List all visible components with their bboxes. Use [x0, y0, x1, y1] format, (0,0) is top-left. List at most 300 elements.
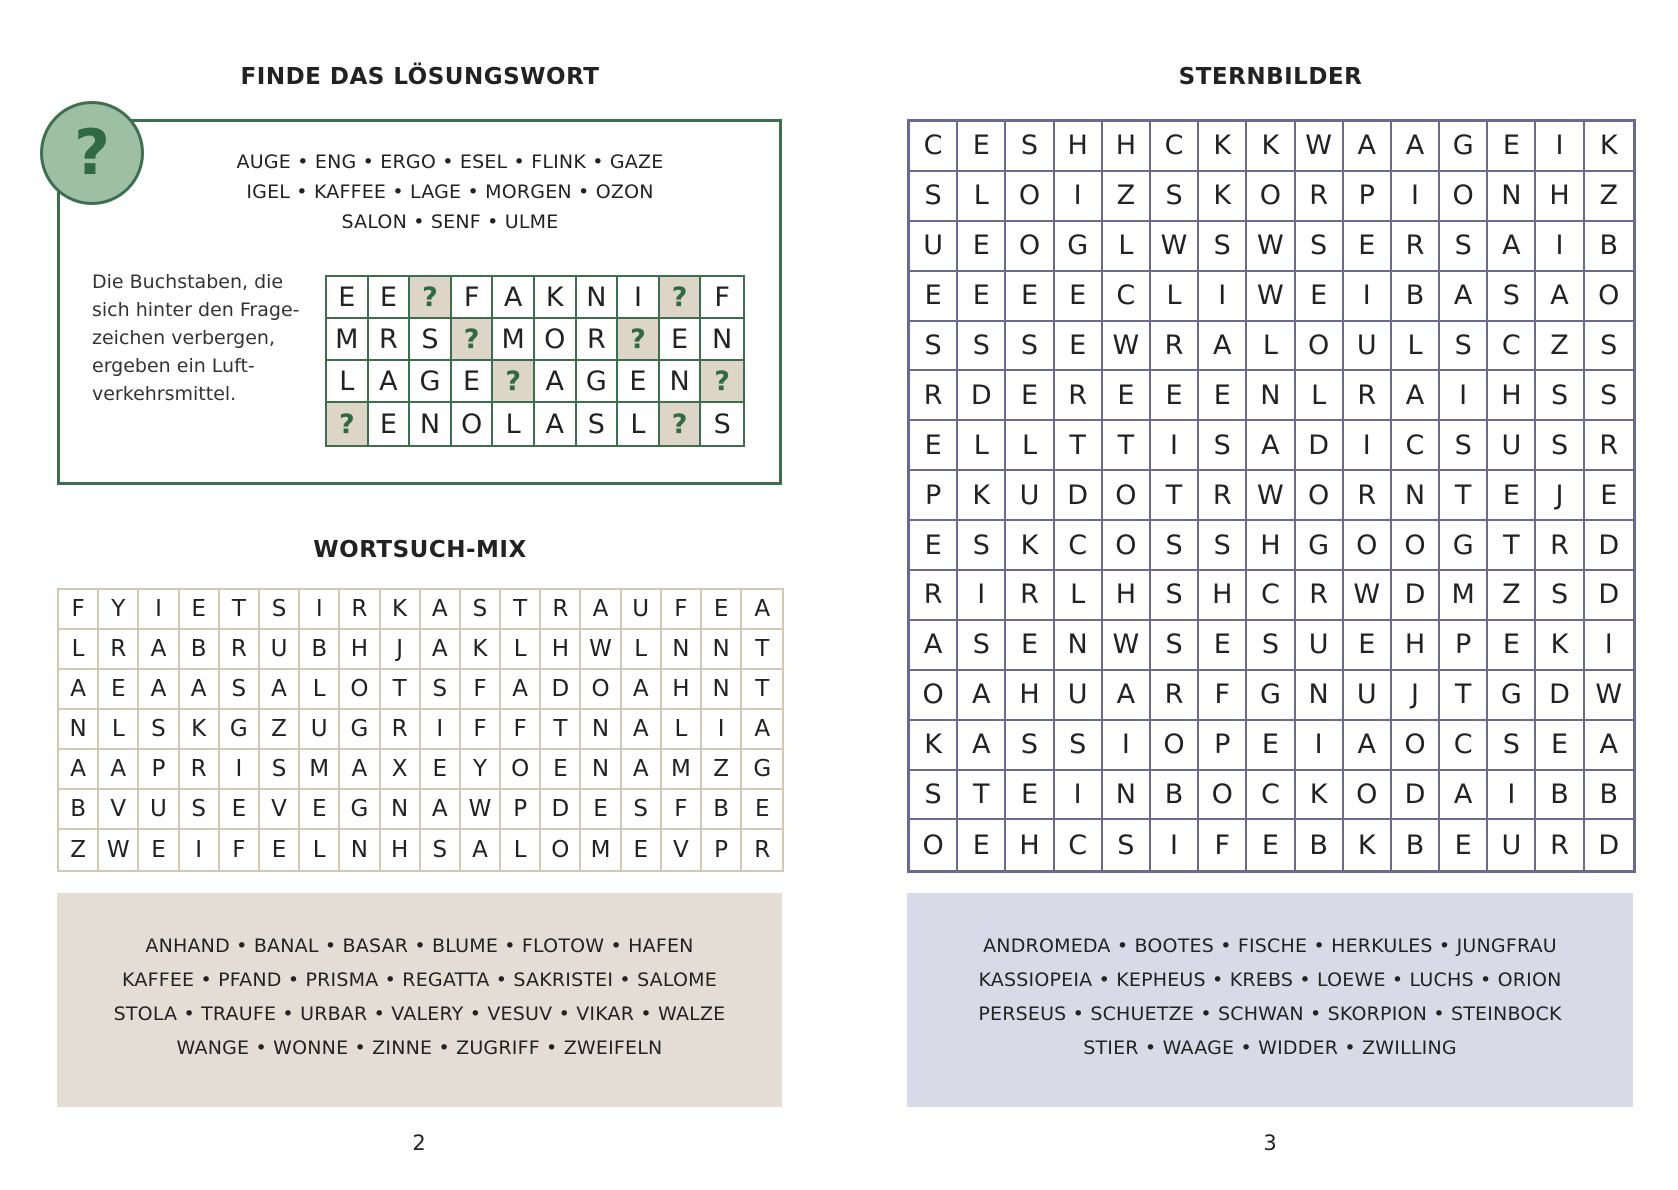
grid-cell: P: [1440, 621, 1488, 671]
grid-cell: S: [958, 521, 1006, 571]
grid-cell: O: [1247, 172, 1295, 222]
puzzle2-title: WORTSUCH-MIX: [313, 537, 527, 563]
grid-cell: I: [702, 710, 742, 750]
grid-cell: E: [1296, 272, 1344, 322]
grid-cell: R: [99, 630, 139, 670]
grid-cell: L: [622, 630, 662, 670]
grid-cell: S: [1536, 371, 1584, 421]
grid-cell: E: [260, 830, 300, 870]
grid-cell: O: [1440, 172, 1488, 222]
grid-cell: S: [139, 710, 179, 750]
puzzle2-word-list: [57, 929, 782, 1065]
grid-cell: R: [1344, 471, 1392, 521]
grid-cell: I: [618, 277, 660, 319]
grid-cell: L: [493, 403, 535, 445]
grid-cell: E: [369, 277, 411, 319]
grid-cell: P: [501, 790, 541, 830]
grid-cell: B: [702, 790, 742, 830]
grid-cell: W: [1103, 621, 1151, 671]
grid-cell: W: [1151, 222, 1199, 272]
grid-cell: F: [220, 830, 260, 870]
grid-cell: V: [260, 790, 300, 830]
grid-cell: I: [958, 571, 1006, 621]
grid-cell: O: [501, 750, 541, 790]
grid-cell: H: [1006, 671, 1054, 721]
grid-cell: I: [1296, 721, 1344, 771]
grid-cell: O: [1344, 771, 1392, 821]
grid-cell: L: [1006, 421, 1054, 471]
grid-cell: A: [1199, 322, 1247, 372]
word-line: ANHAND • BANAL • BASAR • BLUME • FLOTOW • HAFEN: [145, 935, 694, 957]
grid-cell: H: [662, 670, 702, 710]
grid-cell: N: [660, 361, 702, 403]
grid-cell: A: [581, 590, 621, 630]
grid-cell: O: [910, 671, 958, 721]
grid-cell: Z: [260, 710, 300, 750]
grid-cell: Z: [1488, 571, 1536, 621]
grid-cell: R: [1006, 571, 1054, 621]
grid-cell: E: [1247, 721, 1295, 771]
grid-cell: E: [1151, 371, 1199, 421]
grid-cell: E: [702, 590, 742, 630]
grid-cell: E: [1247, 820, 1295, 870]
grid-cell: I: [1585, 621, 1633, 671]
word-line: SALON • SENF • ULME: [341, 211, 559, 233]
grid-cell: B: [1151, 771, 1199, 821]
grid-cell: H: [1103, 122, 1151, 172]
grid-cell: S: [910, 771, 958, 821]
grid-cell: L: [958, 421, 1006, 471]
question-mark-badge-icon: [40, 101, 144, 205]
grid-cell: A: [421, 630, 461, 670]
grid-cell: E: [300, 790, 340, 830]
grid-cell: E: [581, 790, 621, 830]
grid-cell: S: [180, 790, 220, 830]
grid-cell: H: [1488, 371, 1536, 421]
grid-cell: K: [1536, 621, 1584, 671]
grid-cell: F: [59, 590, 99, 630]
grid-cell: S: [910, 172, 958, 222]
grid-cell: U: [1006, 471, 1054, 521]
grid-cell: U: [1055, 671, 1103, 721]
grid-cell: M: [327, 319, 369, 361]
grid-cell: G: [1055, 222, 1103, 272]
grid-cell: S: [1585, 322, 1633, 372]
grid-cell: E: [1488, 471, 1536, 521]
grid-cell: T: [1488, 521, 1536, 571]
grid-cell: A: [421, 590, 461, 630]
grid-cell: N: [702, 670, 742, 710]
grid-cell: S: [577, 403, 619, 445]
grid-cell: A: [1585, 721, 1633, 771]
grid-cell: E: [1488, 621, 1536, 671]
grid-cell: A: [1103, 671, 1151, 721]
grid-cell: A: [910, 621, 958, 671]
grid-cell: N: [662, 630, 702, 670]
puzzle3-letter-grid: [907, 119, 1636, 873]
grid-cell: U: [300, 710, 340, 750]
grid-cell: W: [461, 790, 501, 830]
hint-line: ergeben ein Luft-: [92, 355, 255, 377]
grid-cell: T: [541, 710, 581, 750]
grid-cell: T: [1055, 421, 1103, 471]
grid-cell: S: [1055, 721, 1103, 771]
grid-cell: V: [662, 830, 702, 870]
grid-cell: P: [1199, 721, 1247, 771]
grid-cell: A: [1488, 222, 1536, 272]
grid-cell: E: [910, 521, 958, 571]
grid-cell: H: [1536, 172, 1584, 222]
grid-cell: I: [1344, 421, 1392, 471]
grid-cell: H: [1055, 122, 1103, 172]
grid-cell: W: [1585, 671, 1633, 721]
grid-cell: B: [180, 630, 220, 670]
grid-cell: E: [1344, 621, 1392, 671]
word-line: PERSEUS • SCHUETZE • SCHWAN • SKORPION • STEINBOCK: [978, 1003, 1562, 1025]
grid-cell: I: [1103, 721, 1151, 771]
grid-cell: O: [1103, 521, 1151, 571]
grid-cell: K: [910, 721, 958, 771]
grid-cell: A: [535, 403, 577, 445]
grid-cell: A: [180, 670, 220, 710]
grid-cell: S: [260, 590, 300, 630]
grid-cell: W: [1247, 222, 1295, 272]
grid-cell: E: [1006, 621, 1054, 671]
grid-cell: Z: [59, 830, 99, 870]
grid-cell: W: [1103, 322, 1151, 372]
grid-cell: N: [1392, 471, 1440, 521]
grid-cell: E: [618, 361, 660, 403]
grid-cell: A: [369, 361, 411, 403]
grid-cell: R: [910, 571, 958, 621]
grid-cell: E: [1199, 621, 1247, 671]
grid-cell: T: [958, 771, 1006, 821]
grid-cell: A: [958, 721, 1006, 771]
grid-cell: U: [1488, 421, 1536, 471]
grid-cell: C: [910, 122, 958, 172]
grid-cell: E: [1055, 322, 1103, 372]
grid-cell: I: [1151, 421, 1199, 471]
grid-cell: B: [59, 790, 99, 830]
grid-cell: N: [381, 790, 421, 830]
grid-cell: E: [958, 122, 1006, 172]
grid-cell: M: [1440, 571, 1488, 621]
grid-cell: E: [1103, 371, 1151, 421]
grid-cell: H: [340, 630, 380, 670]
grid-cell: G: [340, 710, 380, 750]
grid-cell: E: [180, 590, 220, 630]
word-line: KAFFEE • PFAND • PRISMA • REGATTA • SAKRISTEI • SALOME: [122, 969, 717, 991]
grid-cell: A: [340, 750, 380, 790]
grid-cell: T: [501, 590, 541, 630]
grid-cell: H: [381, 830, 421, 870]
puzzle1-title: FINDE DAS LÖSUNGSWORT: [240, 64, 600, 90]
grid-cell: O: [1296, 322, 1344, 372]
grid-cell: N: [1055, 621, 1103, 671]
grid-cell: Z: [1585, 172, 1633, 222]
grid-cell: D: [541, 670, 581, 710]
grid-cell: R: [1055, 371, 1103, 421]
grid-cell: I: [1392, 172, 1440, 222]
grid-cell: B: [1392, 272, 1440, 322]
grid-cell: C: [1488, 322, 1536, 372]
grid-cell: K: [535, 277, 577, 319]
grid-cell: E: [1006, 272, 1054, 322]
grid-cell: I: [1344, 272, 1392, 322]
grid-cell: S: [1199, 222, 1247, 272]
grid-cell: D: [1392, 571, 1440, 621]
puzzle3-word-list: [907, 929, 1633, 1065]
grid-cell: L: [300, 830, 340, 870]
grid-cell: R: [754, 837, 771, 863]
grid-cell: Z: [1103, 172, 1151, 222]
grid-cell: C: [1247, 571, 1295, 621]
grid-cell: S: [461, 590, 501, 630]
grid-cell: R: [369, 319, 411, 361]
grid-cell: B: [1585, 771, 1633, 821]
grid-cell: Z: [702, 750, 742, 790]
grid-cell: A: [493, 277, 535, 319]
grid-cell: G: [577, 361, 619, 403]
grid-cell: L: [99, 710, 139, 750]
grid-cell: N: [1488, 172, 1536, 222]
grid-cell: X: [381, 750, 421, 790]
grid-cell: S: [421, 670, 461, 710]
grid-cell: A: [535, 361, 577, 403]
grid-cell: F: [461, 710, 501, 750]
grid-cell: R: [381, 710, 421, 750]
grid-cell: I: [220, 750, 260, 790]
grid-cell: O: [581, 670, 621, 710]
grid-cell: A: [1440, 771, 1488, 821]
grid-cell: I: [1440, 371, 1488, 421]
grid-cell: B: [1296, 820, 1344, 870]
grid-cell: C: [1247, 771, 1295, 821]
grid-cell: W: [1296, 122, 1344, 172]
grid-cell: O: [1151, 721, 1199, 771]
word-line: KASSIOPEIA • KEPHEUS • KREBS • LOEWE • LUCHS • ORION: [978, 969, 1562, 991]
grid-cell: K: [461, 630, 501, 670]
grid-cell: T: [381, 670, 421, 710]
grid-cell: ?: [410, 277, 452, 319]
grid-cell: N: [410, 403, 452, 445]
grid-cell: N: [59, 710, 99, 750]
word-line: WANGE • WONNE • ZINNE • ZUGRIFF • ZWEIFELN: [176, 1037, 663, 1059]
grid-cell: W: [1247, 272, 1295, 322]
grid-cell: L: [1103, 222, 1151, 272]
grid-cell: S: [1151, 571, 1199, 621]
hint-line: verkehrsmittel.: [92, 383, 237, 405]
grid-cell: G: [1247, 671, 1295, 721]
grid-cell: G: [742, 750, 782, 790]
grid-cell: T: [1440, 671, 1488, 721]
grid-cell: A: [742, 590, 782, 630]
grid-cell: S: [1247, 621, 1295, 671]
grid-cell: E: [1440, 820, 1488, 870]
grid-cell: W: [1247, 471, 1295, 521]
page-number-left: 2: [412, 1131, 426, 1155]
grid-cell: R: [1296, 172, 1344, 222]
grid-cell: G: [410, 361, 452, 403]
grid-cell: I: [1536, 222, 1584, 272]
grid-cell: C: [1055, 521, 1103, 571]
grid-cell: L: [1151, 272, 1199, 322]
word-line: IGEL • KAFFEE • LAGE • MORGEN • OZON: [246, 181, 654, 203]
grid-cell: I: [1055, 172, 1103, 222]
grid-cell: U: [622, 590, 662, 630]
grid-cell: O: [910, 820, 958, 870]
grid-cell: S: [1199, 421, 1247, 471]
grid-cell: W: [1344, 571, 1392, 621]
grid-cell: E: [622, 830, 662, 870]
grid-cell: S: [220, 670, 260, 710]
grid-cell: K: [1199, 122, 1247, 172]
grid-cell: O: [1392, 721, 1440, 771]
grid-cell: R: [1536, 820, 1584, 870]
grid-cell: B: [1585, 222, 1633, 272]
grid-cell: F: [452, 277, 494, 319]
grid-cell: B: [1392, 820, 1440, 870]
grid-cell: E: [958, 820, 1006, 870]
grid-cell: F: [701, 277, 743, 319]
grid-cell: L: [618, 403, 660, 445]
grid-cell: A: [622, 710, 662, 750]
grid-cell: S: [1488, 272, 1536, 322]
grid-cell: J: [1392, 671, 1440, 721]
grid-cell: ?: [327, 403, 369, 445]
grid-cell: F: [662, 790, 702, 830]
grid-cell: D: [1585, 571, 1633, 621]
grid-cell: P: [139, 750, 179, 790]
grid-cell: G: [220, 710, 260, 750]
grid-cell: N: [577, 277, 619, 319]
grid-cell: S: [1199, 521, 1247, 571]
grid-cell: K: [1247, 122, 1295, 172]
puzzle2-letter-grid: [57, 588, 784, 872]
grid-cell: K: [958, 471, 1006, 521]
grid-cell: U: [139, 790, 179, 830]
word-line: STOLA • TRAUFE • URBAR • VALERY • VESUV • VIKAR • WALZE: [113, 1003, 726, 1025]
grid-cell: T: [1103, 421, 1151, 471]
grid-cell: A: [622, 670, 662, 710]
grid-cell: R: [180, 750, 220, 790]
grid-cell: ?: [660, 277, 702, 319]
grid-cell: O: [1296, 471, 1344, 521]
grid-cell: H: [541, 630, 581, 670]
grid-cell: E: [1006, 771, 1054, 821]
grid-cell: O: [1006, 222, 1054, 272]
grid-cell: I: [300, 590, 340, 630]
grid-cell: R: [1296, 571, 1344, 621]
grid-cell: O: [1344, 521, 1392, 571]
puzzle1-letter-grid: [325, 275, 745, 447]
grid-cell: S: [1585, 371, 1633, 421]
grid-cell: I: [1536, 122, 1584, 172]
grid-cell: E: [327, 277, 369, 319]
page-number-right: 3: [1263, 1131, 1277, 1155]
grid-cell: E: [958, 222, 1006, 272]
hint-line: sich hinter den Frage-: [92, 299, 300, 321]
grid-cell: R: [220, 630, 260, 670]
grid-cell: L: [501, 630, 541, 670]
grid-cell: E: [910, 421, 958, 471]
grid-cell: F: [1199, 671, 1247, 721]
grid-cell: R: [340, 590, 380, 630]
grid-cell: S: [1006, 721, 1054, 771]
grid-cell: U: [1344, 322, 1392, 372]
grid-cell: A: [139, 670, 179, 710]
grid-cell: S: [1103, 820, 1151, 870]
grid-cell: U: [910, 222, 958, 272]
grid-cell: E: [1055, 272, 1103, 322]
grid-cell: W: [581, 630, 621, 670]
grid-cell: S: [1006, 322, 1054, 372]
grid-cell: D: [1296, 421, 1344, 471]
grid-cell: A: [1344, 721, 1392, 771]
grid-cell: L: [1392, 322, 1440, 372]
grid-cell: R: [1151, 322, 1199, 372]
grid-cell: R: [577, 319, 619, 361]
grid-cell: K: [1199, 172, 1247, 222]
grid-cell: C: [1103, 272, 1151, 322]
grid-cell: I: [421, 710, 461, 750]
grid-cell: G: [340, 790, 380, 830]
puzzle3-word-box: [907, 893, 1633, 1107]
puzzle1-word-list: [220, 147, 680, 237]
grid-cell: S: [1151, 521, 1199, 571]
grid-cell: Z: [1536, 322, 1584, 372]
grid-cell: K: [1296, 771, 1344, 821]
grid-cell: L: [300, 670, 340, 710]
grid-cell: B: [300, 630, 340, 670]
grid-cell: E: [139, 830, 179, 870]
grid-cell: O: [452, 403, 494, 445]
grid-cell: L: [958, 172, 1006, 222]
grid-cell: E: [541, 750, 581, 790]
grid-cell: I: [1055, 771, 1103, 821]
grid-cell: O: [1006, 172, 1054, 222]
hint-line: zeichen verbergen,: [92, 327, 276, 349]
grid-cell: A: [139, 630, 179, 670]
grid-cell: U: [260, 630, 300, 670]
grid-cell: I: [1199, 272, 1247, 322]
grid-cell: A: [260, 670, 300, 710]
grid-cell: A: [622, 750, 662, 790]
grid-cell: E: [1344, 222, 1392, 272]
grid-cell: K: [1585, 122, 1633, 172]
grid-cell: S: [622, 790, 662, 830]
grid-cell: A: [59, 670, 99, 710]
grid-cell: ?: [618, 319, 660, 361]
grid-cell: S: [713, 408, 731, 440]
grid-cell: E: [660, 319, 702, 361]
hint-line: Die Buchstaben, die: [92, 271, 284, 293]
grid-cell: R: [1199, 471, 1247, 521]
grid-cell: T: [1440, 471, 1488, 521]
grid-cell: H: [1006, 820, 1054, 870]
grid-cell: D: [1598, 829, 1620, 861]
grid-cell: S: [910, 322, 958, 372]
grid-cell: P: [910, 471, 958, 521]
word-line: ANDROMEDA • BOOTES • FISCHE • HERKULES • JUNGFRAU: [983, 935, 1557, 957]
grid-cell: E: [99, 670, 139, 710]
grid-cell: M: [300, 750, 340, 790]
grid-cell: N: [1296, 671, 1344, 721]
grid-cell: S: [421, 830, 461, 870]
grid-cell: T: [742, 630, 782, 670]
grid-cell: S: [1488, 721, 1536, 771]
grid-cell: V: [99, 790, 139, 830]
